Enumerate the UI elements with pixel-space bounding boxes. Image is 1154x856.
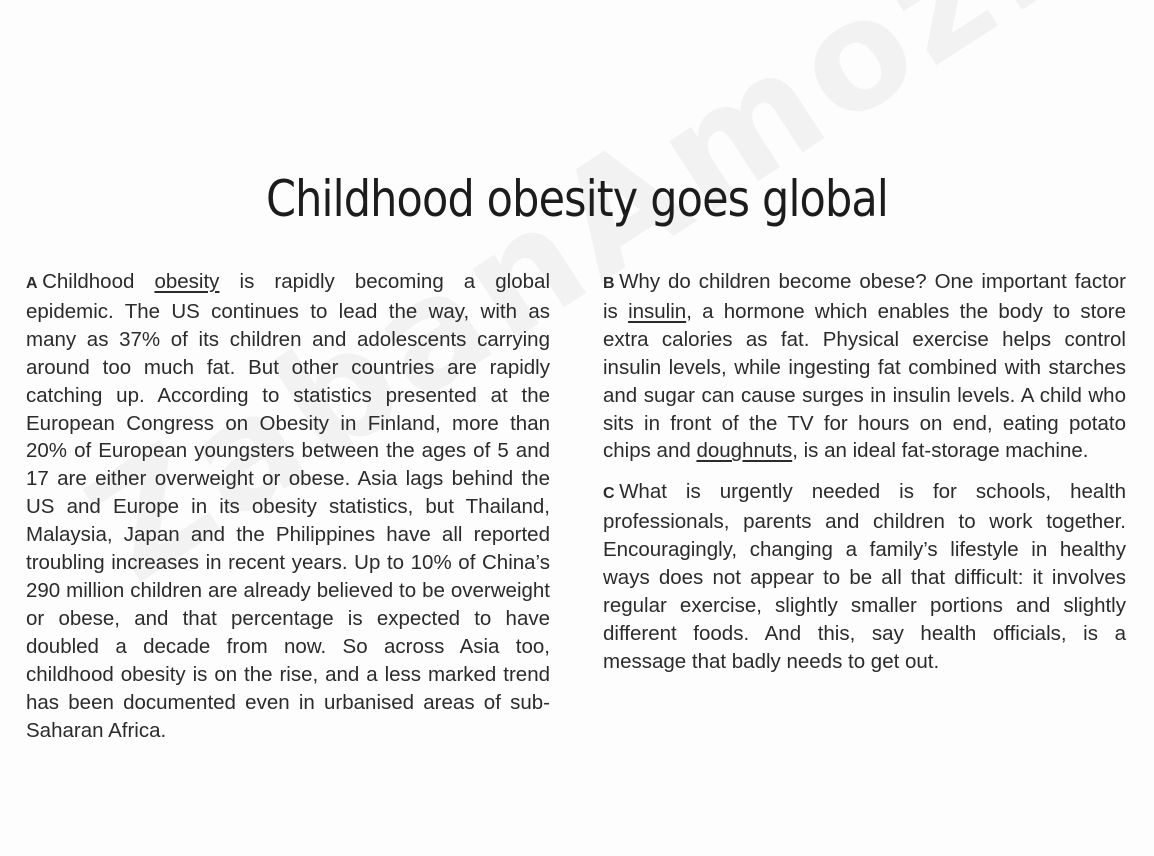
keyword-doughnuts: doughnuts — [696, 439, 793, 463]
paragraph-b-text-3: , is an ideal fat-storage machine. — [792, 439, 1089, 463]
keyword-obesity: obesity — [154, 270, 220, 293]
right-column — [603, 268, 1126, 689]
keyword-insulin: insulin — [628, 299, 687, 323]
left-column — [26, 268, 550, 757]
paragraph-letter-a: A — [26, 275, 39, 292]
paragraph-b-text-2: , a hormone which enables the body to store extra calories as fat. Physical exercise helps control insulin levels, while ingesting fat combined with starches and sugar can cause surges in insulin levels. A child who sits in front of the TV for hours on end, eating potato chips and — [603, 299, 1127, 463]
paragraph-c — [603, 478, 1126, 675]
paragraph-b — [603, 268, 1126, 465]
article-title: Childhood obesity goes global — [265, 170, 889, 228]
paragraph-a-text-2: is rapidly becoming a global epidemic. The US continues to lead the way, with as many as 37% of its children and adolescents carrying around too much fat. But other countries are rapidly catching up. According to statistics presented at the European Congress on Obesity in Finland, more than 20% of European youngsters between the ages of 5 and 17 are either overweight or obese. Asia lags behind the US and Europe in its obesity statistics, but Thailand, Malaysia, Japan and the Philippines have all reported troubling increases in recent years. Up to 10% of China’s 290 million children are already believed to be overweight or obese, and that percentage is expected to have doubled a decade from now. So across Asia too, childhood obesity is on the rise, and a less marked trend has been documented even in urbanised areas of sub-Saharan Africa. — [26, 270, 550, 742]
paragraph-letter-c: C — [603, 485, 616, 503]
paragraph-b-text-1: Why do children become obese? One important factor is — [603, 270, 1126, 323]
paragraph-a — [26, 268, 550, 744]
paragraph-c-text-1: What is urgently needed is for schools, health professionals, parents and children to work together. Encouragingly, changing a family’s lifestyle in healthy ways does not appear to be all that difficult: it involves regular exercise, slightly smaller portions and slightly different foods. And this, say health officials, is a message that badly needs to get out. — [603, 480, 1126, 673]
paragraph-letter-b: B — [603, 275, 616, 292]
paragraph-a-text-1: Childhood — [42, 270, 155, 293]
